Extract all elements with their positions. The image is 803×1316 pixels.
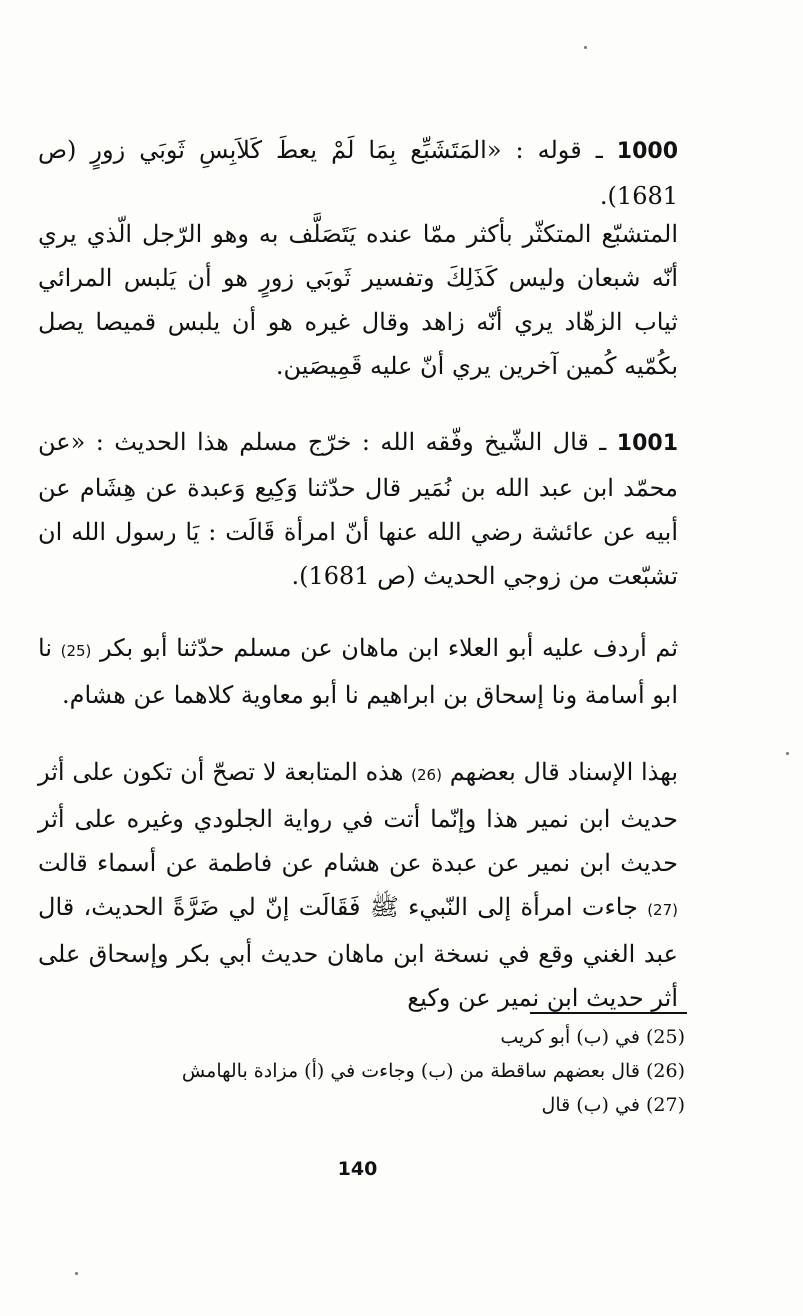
entry-number: 1001 bbox=[616, 431, 678, 456]
scan-speck bbox=[786, 752, 789, 755]
footnote-reference: (26) bbox=[411, 766, 442, 784]
scan-speck bbox=[75, 1272, 78, 1275]
commentary-paragraph-3 bbox=[38, 750, 678, 1020]
entry-1000 bbox=[38, 128, 678, 218]
paragraph-text: جاءت امرأة إلى النّبيء ﷺ فَقَالَت إنّ لي ضَرَّةً الحديث، قال عبد الغني وقع في نسخة ابن ماهان حديث أبي بكر وإسحاق على أثر حديث ابن نمير عن وكيع bbox=[38, 893, 678, 1012]
footnote-27: (27) في (ب) قال bbox=[541, 1094, 685, 1116]
entry-text: ـ قال الشّيخ وفّقه الله : خرّج مسلم هذا الحديث : «عن محمّد ابن عبد الله بن نُمَير قال حدّثنا وَكِيع وَعبدة عن هِشَام عن أبيه عن عائشة رضي الله عنها أنّ امرأة قَالَت : يَا رسول الله ان تشبّعت من زوجي الحديث (ص 1681). bbox=[38, 428, 678, 590]
footnotes bbox=[130, 1020, 685, 1122]
commentary-paragraph-2 bbox=[38, 626, 678, 717]
commentary-paragraph-1: المتشبّع المتكثّر بأكثر ممّا عنده يَتَصَلَّف به وهو الرّجل الّذي يري أنّه شبعان وليس كَذَلِكَ وتفسير ثَوبَي زورٍ هو أن يَلبس المرائي ثياب الزهّاد يري أنّه زاهد وقال غيره هو أن يلبس قميصا يصل بكُمّيه كُمين آخرين يري أنّ عليه قَمِيصَين. bbox=[38, 220, 678, 380]
paragraph-text: هذه المتابعة لا تصحّ أن تكون على أثر حديث ابن نمير هذا وإنّما أتت في رواية الجلودي وغيره على أثر حديث ابن نمير عن عبدة عن هشام عن فاطمة عن أسماء قالت bbox=[38, 758, 678, 877]
footnote-divider bbox=[530, 1012, 687, 1014]
footnote-reference: (25) bbox=[60, 642, 92, 660]
footnote-reference: (27) bbox=[647, 901, 678, 919]
paragraph-text: نا ابو أسامة ونا إسحاق بن ابراهيم نا أبو معاوية كلاهما عن هشام. bbox=[38, 634, 678, 709]
scan-speck bbox=[584, 46, 587, 49]
entry-text: ـ قوله : «المَتَشَبِّع بِمَا لَمْ يعطَ كَلاَبِسِ ثَوبَي زورٍ (ص 1681). bbox=[38, 136, 678, 210]
page-number: 140 bbox=[337, 1158, 378, 1180]
paragraph-text: بهذا الإسناد قال بعضهم bbox=[441, 758, 678, 786]
entry-number: 1000 bbox=[616, 139, 678, 164]
paragraph-text: ثم أردف عليه أبو العلاء ابن ماهان عن مسلم حدّثنا أبو بكر bbox=[91, 634, 678, 662]
entry-1001 bbox=[38, 420, 678, 598]
footnote-26: (26) قال بعضهم ساقطة من (ب) وجاءت في (أ) مزادة بالهامش bbox=[181, 1060, 685, 1082]
footnote-25: (25) في (ب) أبو كريب bbox=[500, 1026, 685, 1048]
